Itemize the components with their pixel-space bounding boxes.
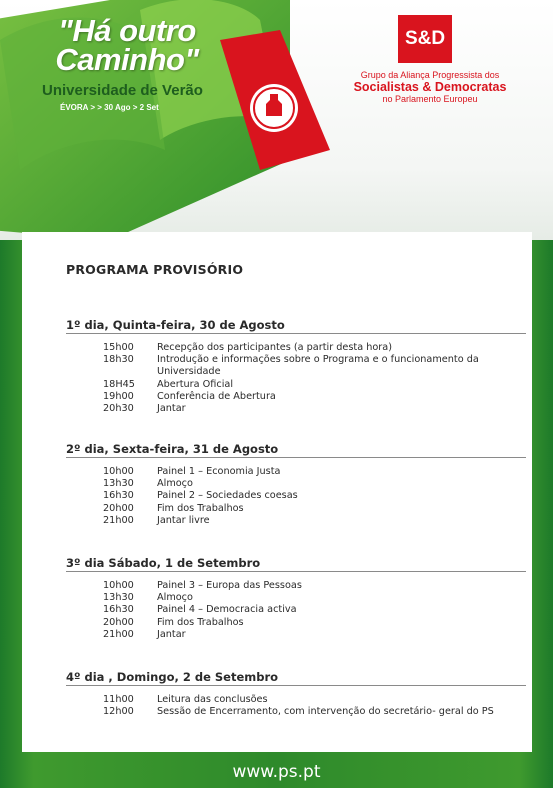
schedule-item: 11h00 Leitura das conclusões	[103, 694, 268, 705]
schedule-item: 10h00 Painel 3 – Europa das Pessoas	[103, 580, 302, 591]
website-url: www.ps.pt	[232, 762, 321, 782]
schedule-list	[66, 694, 526, 718]
schedule-item: 16h30 Painel 2 – Sociedades coesas	[103, 490, 298, 502]
day-heading: 3º dia Sábado, 1 de Setembro	[66, 556, 526, 574]
schedule-item: 16h30 Painel 4 – Democracia activa	[103, 604, 297, 616]
day-section	[66, 556, 526, 641]
program-panel	[22, 232, 532, 752]
schedule-item: 20h00 Fim dos Trabalhos	[103, 502, 244, 514]
day-heading: 1º dia, Quinta-feira, 30 de Agosto	[66, 318, 526, 336]
event-title: "Há outro Caminho"	[55, 13, 199, 77]
schedule-item: 20h00 Fim dos Trabalhos	[103, 616, 244, 628]
day-heading: 2º dia, Sexta-feira, 31 de Agosto	[66, 442, 526, 460]
schedule-item: 21h00 Jantar	[103, 628, 186, 640]
event-subtitle: Universidade de Verão	[42, 82, 203, 99]
day-heading: 4º dia , Domingo, 2 de Setembro	[66, 670, 526, 688]
schedule-list	[66, 342, 526, 415]
schedule-item: 19h00 Conferência de Abertura	[103, 390, 276, 402]
sd-logo: S&D	[398, 15, 452, 63]
schedule-item: 18H45 Abertura Oficial	[103, 378, 234, 390]
day-section	[66, 670, 526, 718]
sd-group-name: Grupo da Aliança Progressista dos Socialistas & Democratas no Parlamento Europeu	[353, 70, 507, 104]
schedule-item: 13h30 Almoço	[103, 478, 193, 490]
schedule-item: 10h00 Painel 1 – Economia Justa	[103, 466, 281, 477]
day-section	[66, 442, 526, 527]
schedule-item: 21h00 Jantar livre	[103, 514, 210, 526]
schedule-item: 18h30 Introdução e informações sobre o Programa e o funcionamento da Universidade	[103, 354, 479, 378]
header-banner	[0, 0, 553, 240]
schedule-item: 13h30 Almoço	[103, 592, 193, 604]
day-section	[66, 318, 526, 415]
program-title: PROGRAMA PROVISÓRIO	[66, 262, 244, 277]
ps-party-logo	[248, 82, 300, 134]
event-dates: ÉVORA > > 30 Ago > 2 Set	[60, 103, 159, 112]
schedule-list	[66, 580, 526, 641]
schedule-item: 12h00 Sessão de Encerramento, com intervenção do secretário- geral do PS	[103, 706, 494, 718]
schedule-item: 20h30 Jantar	[103, 403, 186, 415]
schedule-item: 15h00 Recepção dos participantes (a partir desta hora)	[103, 342, 393, 353]
schedule-list	[66, 466, 526, 527]
